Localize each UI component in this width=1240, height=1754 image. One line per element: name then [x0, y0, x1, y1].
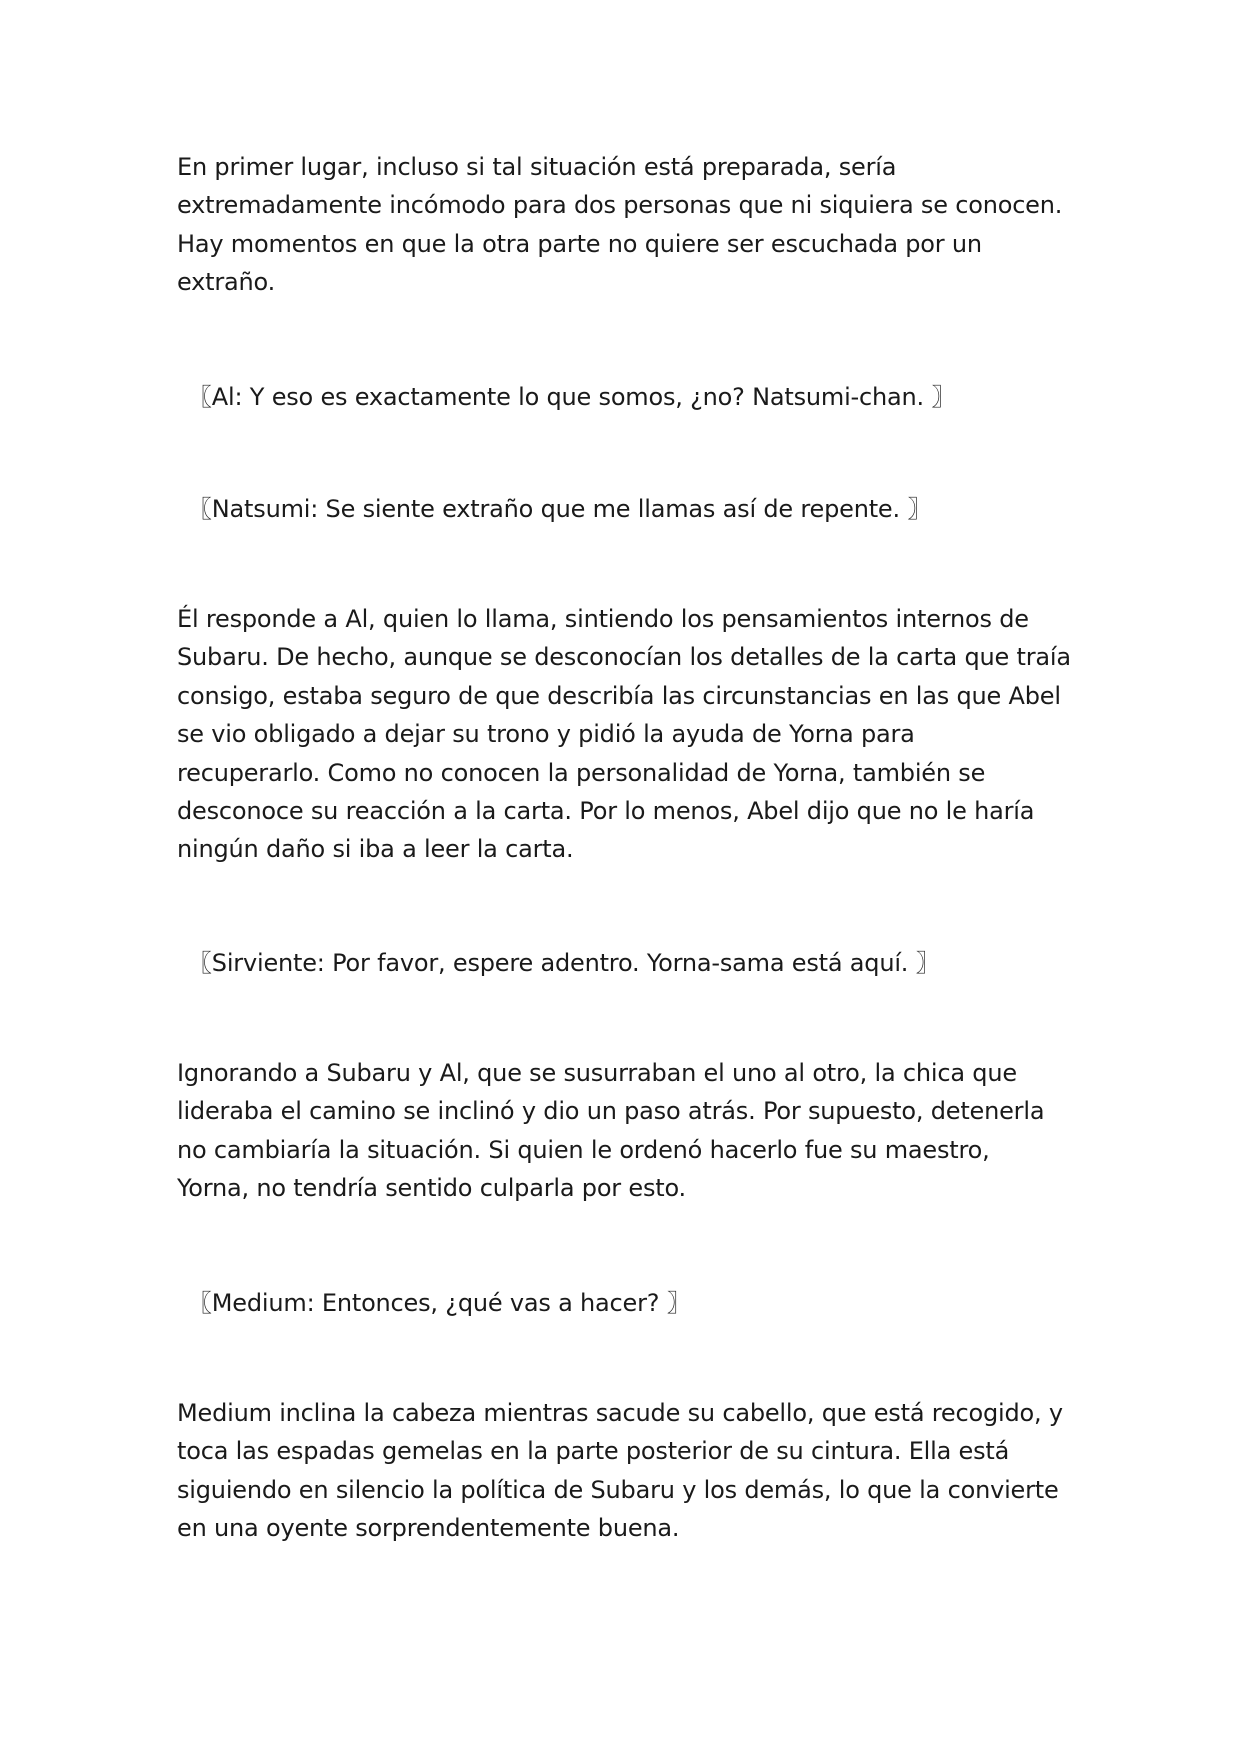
- paragraph-line: Hay momentos en que la otra parte no quiere ser escuchada por un: [177, 229, 982, 258]
- paragraph-4: [177, 1394, 1077, 1548]
- paragraph-line: En primer lugar, incluso si tal situación está preparada, sería: [177, 153, 897, 181]
- paragraph-line: consigo, estaba seguro de que describía las circunstancias en las que Abel: [177, 681, 1061, 710]
- paragraph-line: Subaru. De hecho, aunque se desconocían los detalles de la carta que traía: [177, 643, 1071, 672]
- paragraph-1: [177, 148, 1077, 302]
- dialogue-line-4: 〖Medium: Entonces, ¿qué vas a hacer? 〗: [188, 1289, 691, 1317]
- paragraph-line: toca las espadas gemelas en la parte posterior de su cintura. Ella está: [177, 1437, 1010, 1466]
- paragraph-line: recuperarlo. Como no conocen la personalidad de Yorna, también se: [177, 758, 986, 787]
- dialogue-line-1: 〖Al: Y eso es exactamente lo que somos, ¿no? Natsumi-chan. 〗: [188, 383, 956, 411]
- paragraph-line: Yorna, no tendría sentido culparla por esto.: [177, 1174, 686, 1203]
- paragraph-line: se vio obligado a dejar su trono y pidió la ayuda de Yorna para: [177, 720, 915, 749]
- paragraph-3: [177, 1054, 1077, 1208]
- paragraph-line: Ignorando a Subaru y Al, que se susurraban el uno al otro, la chica que: [177, 1059, 1017, 1087]
- dialogue-line-2: 〖Natsumi: Se siente extraño que me llamas así de repente. 〗: [188, 495, 932, 523]
- paragraph-line: en una oyente sorprendentemente buena.: [177, 1514, 680, 1543]
- paragraph-line: lideraba el camino se inclinó y dio un paso atrás. Por supuesto, detenerla: [177, 1097, 1045, 1126]
- dialogue-line-3: 〖Sirviente: Por favor, espere adentro. Yorna-sama está aquí. 〗: [188, 949, 940, 977]
- paragraph-line: ningún daño si iba a leer la carta.: [177, 835, 574, 864]
- paragraph-line: extraño.: [177, 268, 276, 297]
- paragraph-line: Él responde a Al, quien lo llama, sintiendo los pensamientos internos de: [177, 605, 1029, 633]
- paragraph-2: [177, 600, 1077, 869]
- paragraph-line: desconoce su reacción a la carta. Por lo menos, Abel dijo que no le haría: [177, 797, 1035, 826]
- paragraph-line: extremadamente incómodo para dos personas que ni siquiera se conocen.: [177, 191, 1063, 220]
- paragraph-line: siguiendo en silencio la política de Subaru y los demás, lo que la convierte: [177, 1475, 1059, 1504]
- paragraph-line: Medium inclina la cabeza mientras sacude su cabello, que está recogido, y: [177, 1399, 1063, 1427]
- paragraph-line: no cambiaría la situación. Si quien le ordenó hacerlo fue su maestro,: [177, 1135, 990, 1164]
